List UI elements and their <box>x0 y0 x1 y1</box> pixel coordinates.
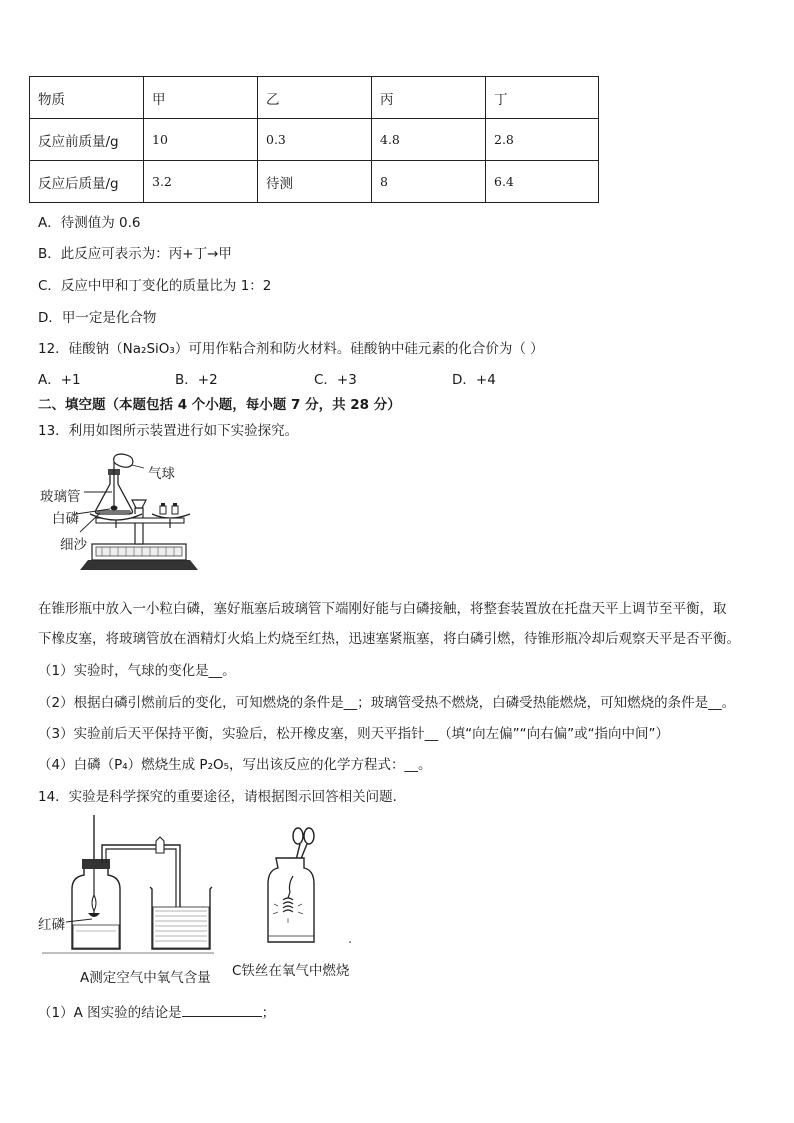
table-header-cell: 甲 <box>144 77 258 119</box>
q12-option-c: C．+3 <box>314 372 357 388</box>
data-table <box>29 76 599 203</box>
q14-sub1 <box>38 1001 275 1021</box>
q13-paragraph-line-1: 在锥形瓶中放入一小粒白磷，塞好瓶塞后玻璃管下端刚好能与白磷接触，将整套装置放在托盘天平上调节至平衡，取 <box>38 601 727 617</box>
table-row <box>30 119 599 161</box>
table-cell: 反应后质量/g <box>30 161 144 203</box>
oxygen-bottle <box>268 858 314 942</box>
table-header-row <box>30 77 599 119</box>
q11-option-b: B．此反应可表示为：丙+丁→甲 <box>38 246 232 262</box>
table-header-cell: 丁 <box>486 77 599 119</box>
q13-sub1: （1）实验时，气球的变化是__。 <box>38 663 236 679</box>
spring-clamp <box>156 837 164 853</box>
q12-option-b: B．+2 <box>175 372 218 388</box>
figure-a-caption: A测定空气中氧气含量 <box>80 970 211 986</box>
table-cell: 2.8 <box>486 119 599 161</box>
q13-stem: 13．利用如图所示装置进行如下实验探究。 <box>38 423 299 439</box>
q13-sub3: （3）实验前后天平保持平衡，实验后，松开橡皮塞，则天平指针__（填“向左偏”“向右偏”或“指向中间”） <box>38 726 670 742</box>
q11-option-a: A．待测值为 0.6 <box>38 215 141 231</box>
balance-base <box>80 560 198 570</box>
q12-option-d: D．+4 <box>452 372 496 388</box>
q13-sub2: （2）根据白磷引燃前后的变化，可知燃烧的条件是__；玻璃管受热不燃烧，白磷受热能燃烧，可知燃烧的条件是__。 <box>38 695 736 711</box>
table-header-cell: 丙 <box>372 77 486 119</box>
table-cell: 10 <box>144 119 258 161</box>
q13-paragraph-line-2: 下橡皮塞，将玻璃管放在酒精灯火焰上灼烧至红热，迅速塞紧瓶塞，将白磷引燃，待锥形瓶冷却后观察天平是否平衡。 <box>38 631 740 647</box>
figure-c-caption: C铁丝在氧气中燃烧 <box>232 963 350 979</box>
oxygen-content-apparatus-figure <box>36 815 236 955</box>
table-header-cell: 物质 <box>30 77 144 119</box>
white-phosphorus-label: 白磷 <box>52 511 79 527</box>
q14-sub1-prefix: （1）A 图实验的结论是 <box>38 1005 182 1021</box>
red-phosphorus-label: 红磷 <box>38 917 65 933</box>
balloon-label: 气球 <box>148 466 175 482</box>
q14-stem: 14．实验是科学探究的重要途径，请根据图示回答相关问题． <box>38 789 407 805</box>
q12-option-a: A．+1 <box>38 372 81 388</box>
table-cell: 8 <box>372 161 486 203</box>
q12-stem: 12．硅酸钠（Na₂SiO₃）可用作粘合剂和防火材料。硅酸钠中硅元素的化合价为（ ） <box>38 341 544 357</box>
table-cell: 6.4 <box>486 161 599 203</box>
section-heading: 二、填空题（本题包括 4 个小题，每小题 7 分，共 28 分） <box>38 397 401 413</box>
q13-sub4: （4）白磷（P₄）燃烧生成 P₂O₅，写出该反应的化学方程式：__。 <box>38 757 432 773</box>
balloon <box>114 454 133 467</box>
answer-blank[interactable] <box>182 1002 262 1017</box>
table-cell: 3.2 <box>144 161 258 203</box>
glass-tube-label: 玻璃管 <box>40 489 81 505</box>
sand-label: 细沙 <box>60 537 87 553</box>
table-cell: 待测 <box>258 161 372 203</box>
q11-option-d: D．甲一定是化合物 <box>38 310 157 326</box>
table-header-cell: 乙 <box>258 77 372 119</box>
table-cell: 4.8 <box>372 119 486 161</box>
q11-option-c: C．反应中甲和丁变化的质量比为 1：2 <box>38 278 272 294</box>
q14-sub1-suffix: ； <box>261 1005 276 1021</box>
iron-wire-burning-figure <box>258 826 358 950</box>
table-cell: 反应前质量/g <box>30 119 144 161</box>
table-row <box>30 161 599 203</box>
table-cell: 0.3 <box>258 119 372 161</box>
